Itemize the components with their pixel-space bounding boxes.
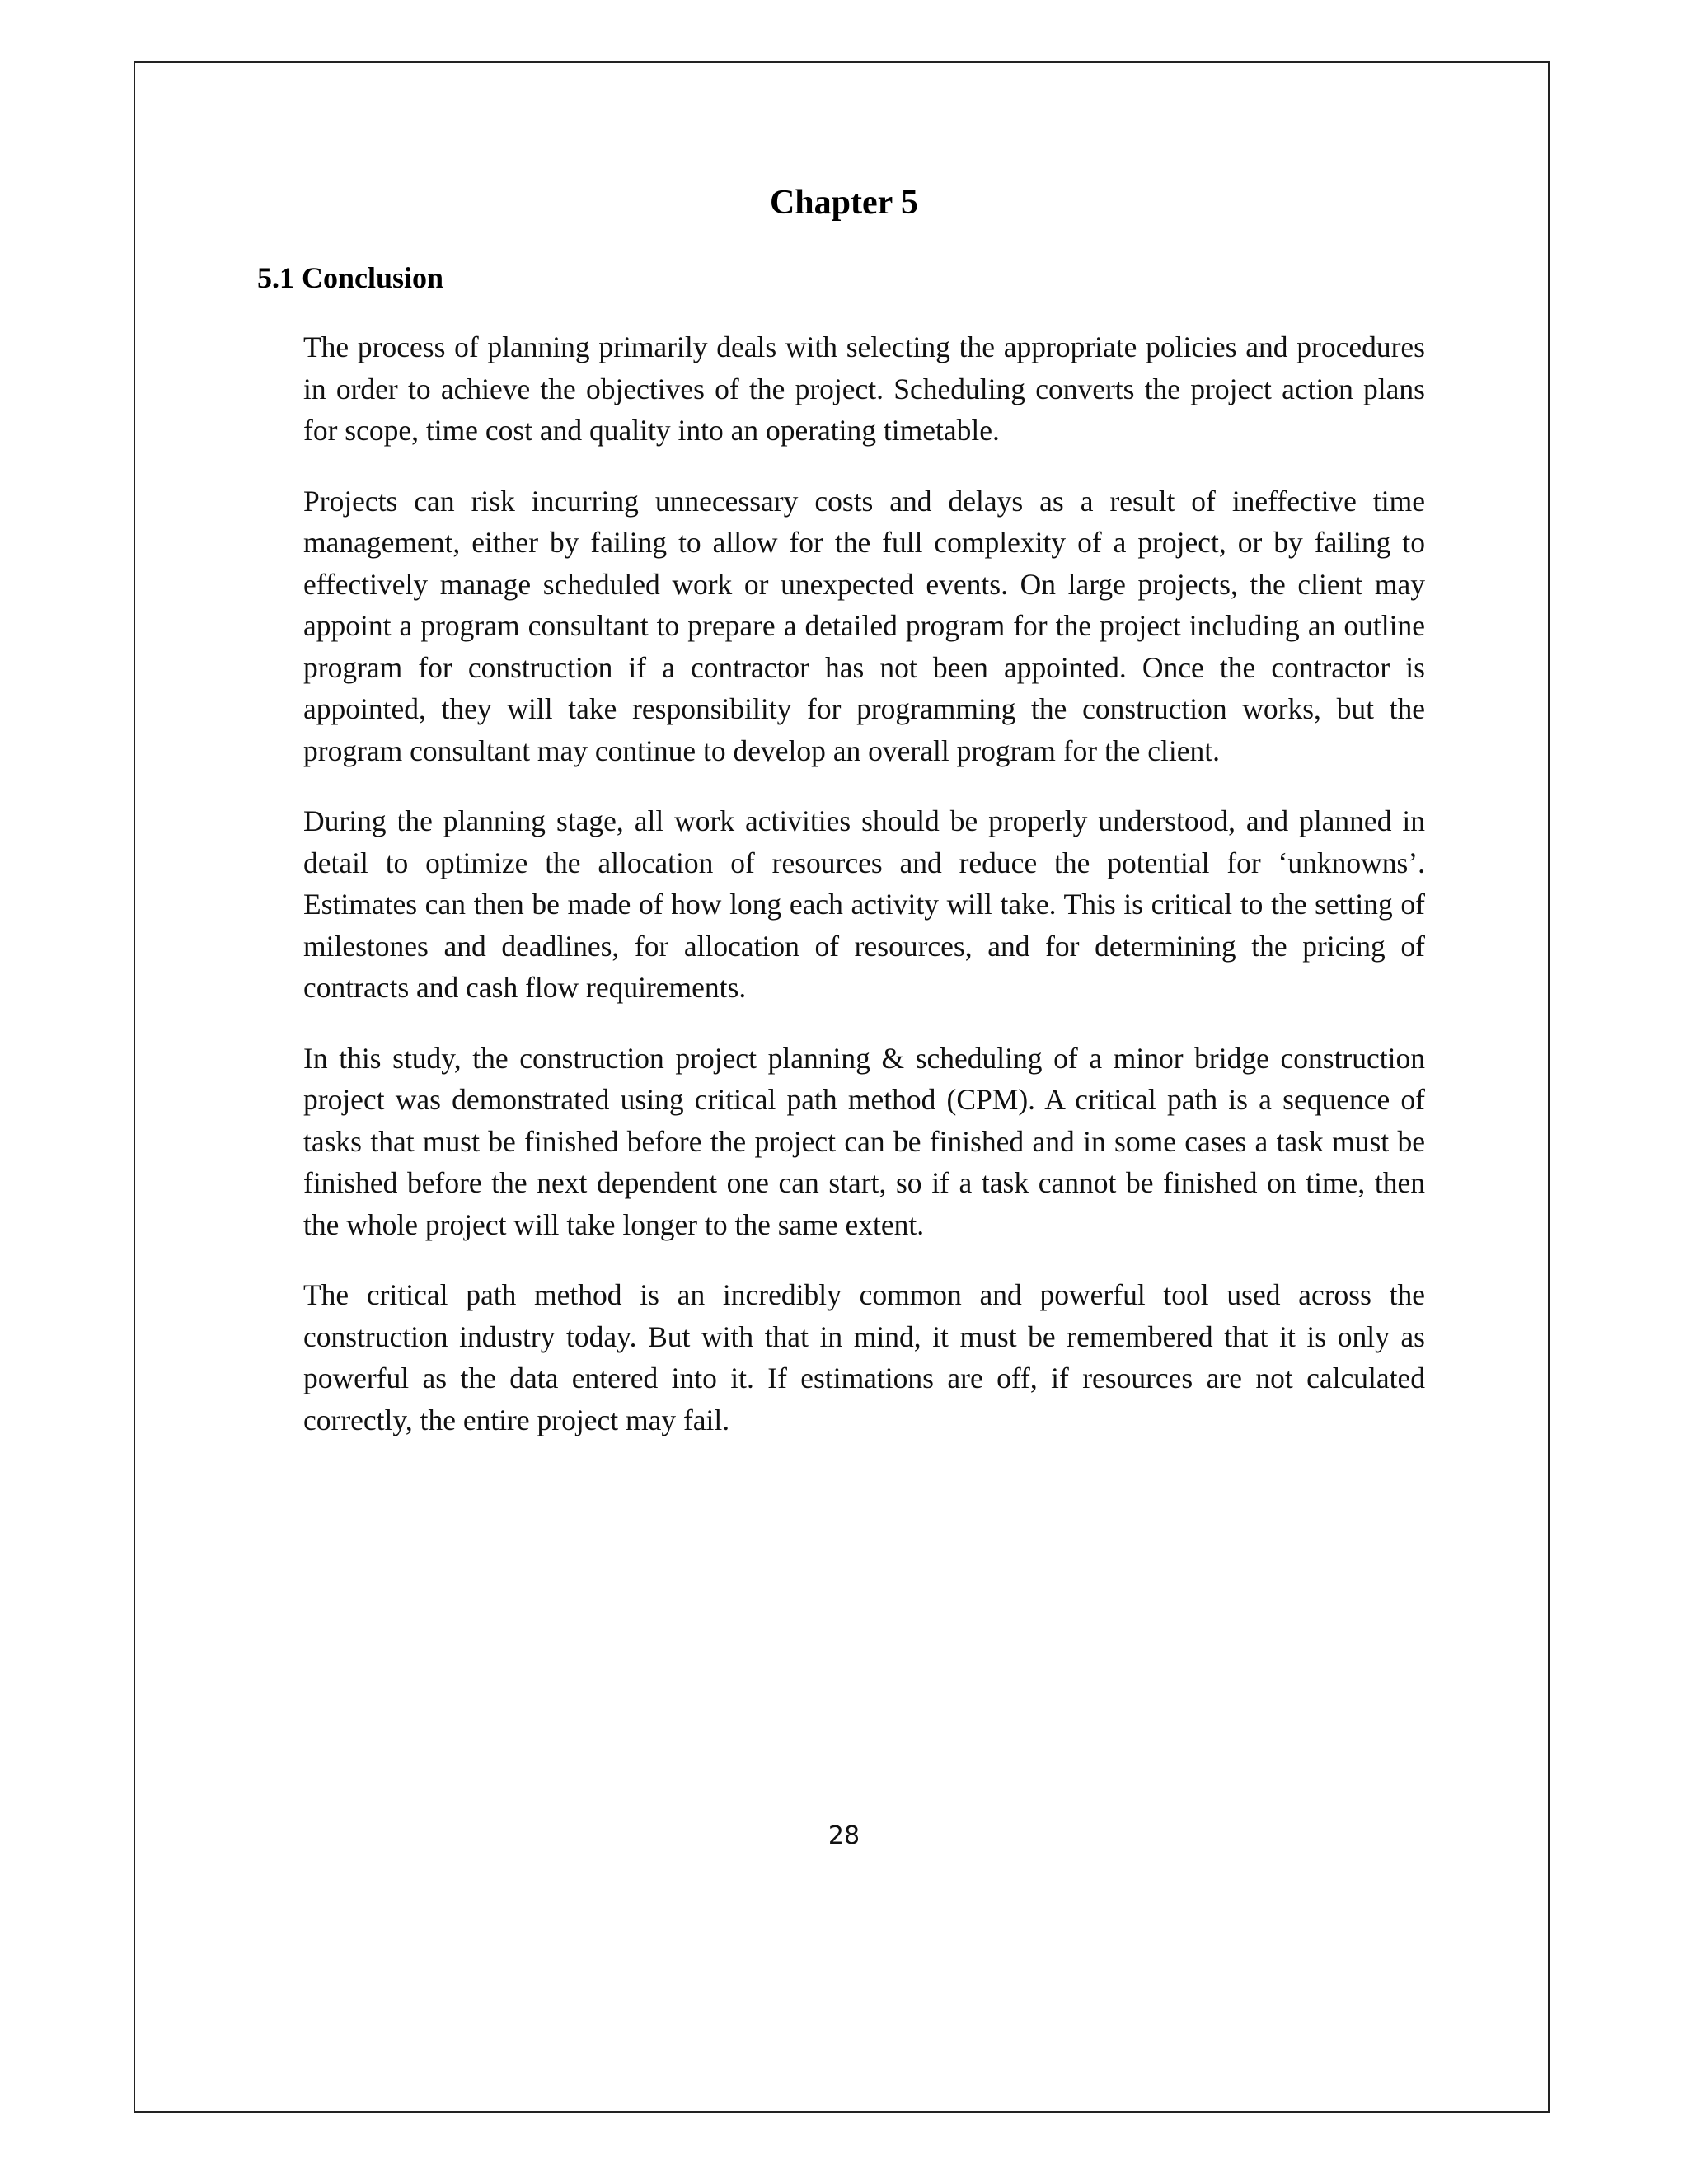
- paragraph-1: The process of planning primarily deals with selecting the appropriate policies and procedures in order to achieve the objectives of the project. Scheduling converts the project action plans for scope, time cost and quality into an operating timetable.: [303, 330, 1425, 447]
- section-heading: 5.1 Conclusion: [257, 261, 444, 294]
- paragraph-2: Projects can risk incurring unnecessary costs and delays as a result of ineffective time management, either by failing to allow for the full complexity of a project, or by failing to effectively manage scheduled work or unexpected events. On large projects, the client may appoint a program consultant to prepare a detailed program for the project including an outline program for construction if a contractor has not been appointed. Once the contractor is appointed, they will take responsibility for programming the construction works, but the program consultant may continue to develop an overall program for the client.: [303, 484, 1425, 767]
- paragraph-4: In this study, the construction project planning & scheduling of a minor bridge construction project was demonstrated using critical path method (CPM). A critical path is a sequence of tasks that must be finished before the project can be finished and in some cases a task must be finished before the next dependent one can start, so if a task cannot be finished on time, then the whole project will take longer to the same extent.: [303, 1041, 1425, 1241]
- paragraph-3: During the planning stage, all work activities should be properly understood, and planned in detail to optimize the allocation of resources and reduce the potential for ‘unknowns’. Estimates can then be made of how long each activity will take. This is critical to the setting of milestones and deadlines, for allocation of resources, and for determining the pricing of contracts and cash flow requirements.: [303, 804, 1425, 1004]
- chapter-title: Chapter 5: [769, 184, 919, 222]
- page-number: 28: [828, 1821, 860, 1850]
- paragraph-5: The critical path method is an incredibly common and powerful tool used across the construction industry today. But with that in mind, it must be remembered that it is only as powerful as the data entered into it. If estimations are off, if resources are not calculated correctly, the entire project may fail.: [303, 1278, 1425, 1436]
- body-text: [303, 326, 1425, 1469]
